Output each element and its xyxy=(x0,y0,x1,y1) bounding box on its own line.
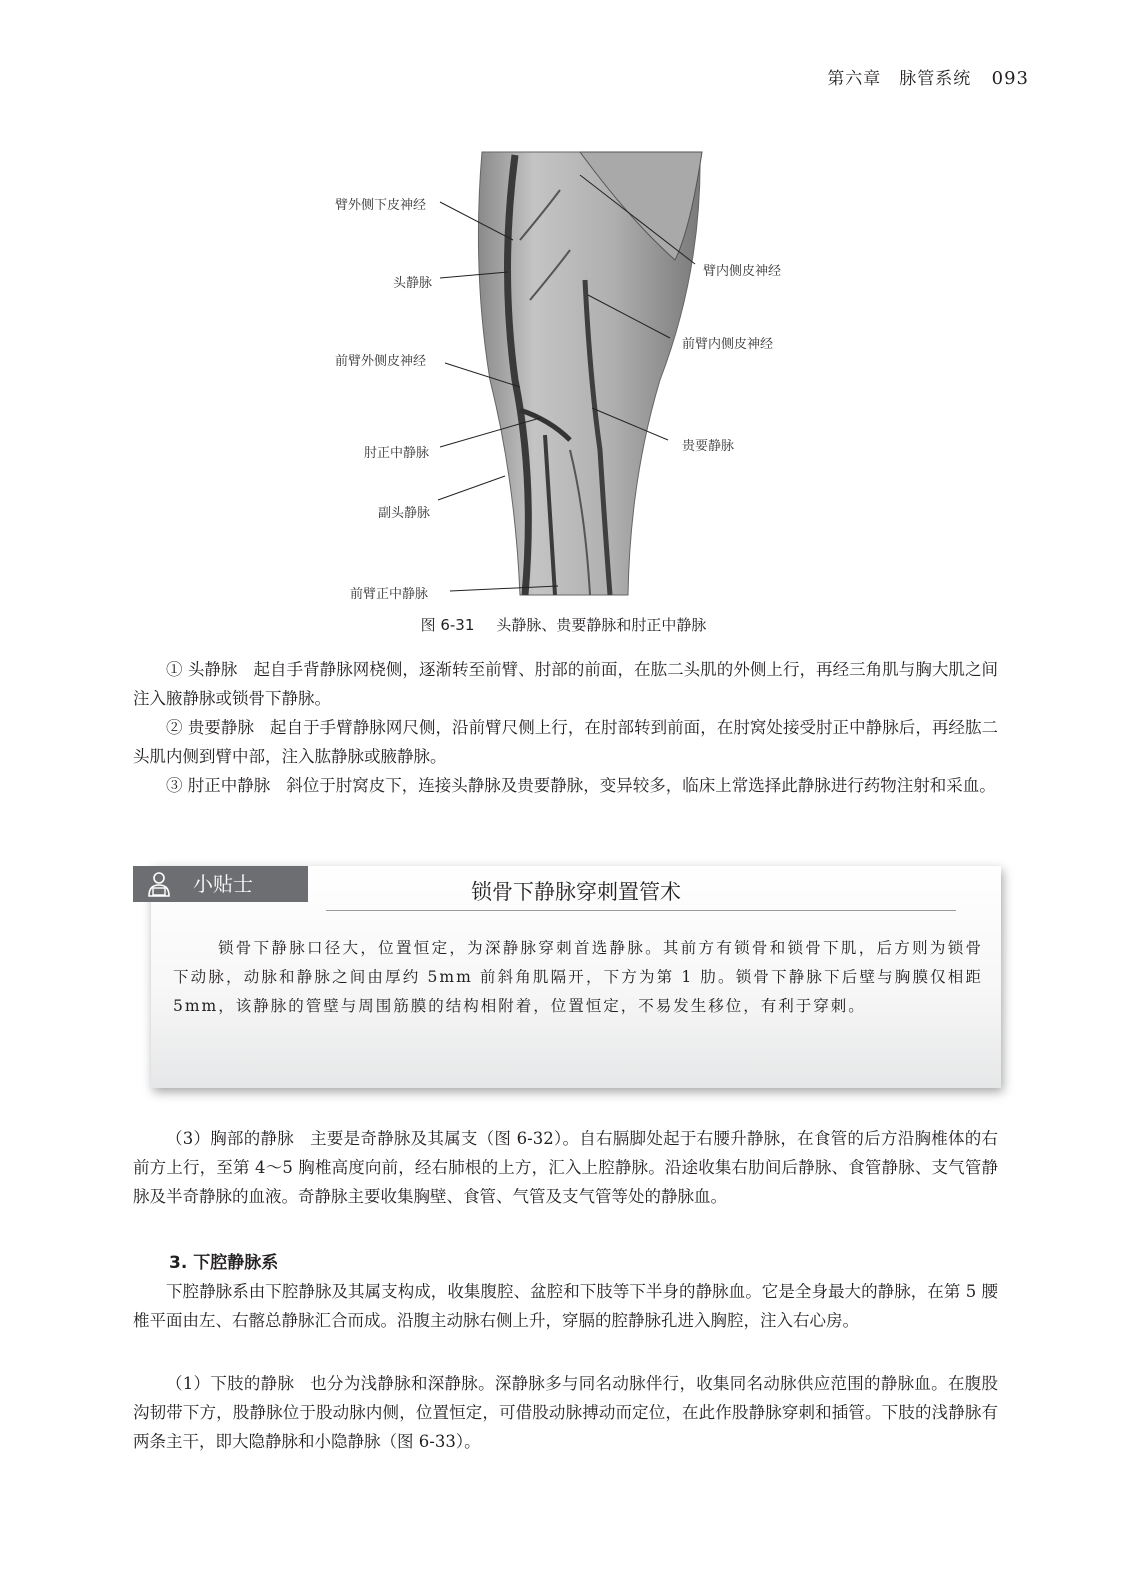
tip-body: 锁骨下静脉口径大，位置恒定，为深静脉穿刺首选静脉。其前方有锁骨和锁骨下肌，后方则为锁骨下动脉，动脉和静脉之间由厚约 5mm 前斜角肌隔开，下方为第 1 肋。锁骨下静脉下后壁与胸膜仅相距 5mm，该静脉的管壁与周围筋膜的结构相附着，位置恒定，不易发生移位，有利于穿刺。 xyxy=(173,939,983,1015)
paragraph-thoracic-veins-text: 主要是奇静脉及其属支（图 6-32）。自右膈脚处起于右腰升静脉，在食管的后方沿胸椎体的右前方上行，至第 4～5 胸椎高度向前，经右肺根的上方，汇入上腔静脉。沿途收集右肋间后静脉、食管静脉、支气管静脉及半奇静脉的血液。奇静脉主要收集胸壁、食管、气管及支气管等处的静脉血。 xyxy=(133,1129,998,1206)
term-lower-limb-veins: （1）下肢的静脉 xyxy=(166,1374,295,1393)
fig-label-cephalic-vein: 头静脉 xyxy=(393,276,433,291)
paragraph-thoracic-veins xyxy=(133,1124,998,1211)
tip-tab-label: 小贴士 xyxy=(193,872,253,896)
tip-title: 锁骨下静脉穿刺置管术 xyxy=(471,880,681,904)
section-heading-ivc: 3. 下腔静脉系 xyxy=(169,1253,279,1273)
running-header xyxy=(827,64,1029,89)
figure-number: 图 6-31 xyxy=(420,616,475,634)
term-thoracic-veins: （3）胸部的静脉 xyxy=(166,1129,295,1148)
paragraph-median-cubital xyxy=(133,771,998,800)
forearm-vein-illustration xyxy=(330,150,800,610)
fig-label-median-antebrachial-vein: 前臂正中静脉 xyxy=(350,587,429,602)
tip-divider xyxy=(326,910,956,911)
forearm-drawing xyxy=(330,150,800,610)
figure-caption xyxy=(0,614,1127,635)
paragraph-basilic-text: 起自于手臂静脉网尺侧，沿前臂尺侧上行，在肘部转到前面，在肘窝处接受肘正中静脉后，再经肱二头肌内侧到臂中部，注入肱静脉或腋静脉。 xyxy=(133,718,999,766)
term-cephalic: ① 头静脉 xyxy=(166,660,238,679)
paragraph-median-cubital-text: 斜位于肘窝皮下，连接头静脉及贵要静脉，变异较多，临床上常选择此静脉进行药物注射和采血。 xyxy=(286,776,996,795)
fig-label-median-cubital-vein: 肘正中静脉 xyxy=(364,446,430,461)
fig-label-lateral-cutaneous-nerve: 臂外侧下皮神经 xyxy=(335,198,427,213)
paragraph-basilic xyxy=(133,713,998,771)
fig-label-basilic-vein: 贵要静脉 xyxy=(682,439,735,454)
fig-label-medial-antebrachial-nerve: 前臂内侧皮神经 xyxy=(682,337,774,352)
paragraph-lower-limb-veins-text: 也分为浅静脉和深静脉。深静脉多与同名动脉伴行，收集同名动脉供应范围的静脉血。在腹股沟韧带下方，股静脉位于股动脉内侧，位置恒定，可借股动脉搏动而定位，在此作股静脉穿刺和插管。下肢的浅静脉有两条主干，即大隐静脉和小隐静脉（图 6-33）。 xyxy=(133,1374,998,1451)
fig-label-lateral-antebrachial-nerve: 前臂外侧皮神经 xyxy=(335,354,427,369)
paragraph-ivc-intro: 下腔静脉系由下腔静脉及其属支构成，收集腹腔、盆腔和下肢等下半身的静脉血。它是全身最大的静脉，在第 5 腰椎平面由左、右髂总静脉汇合而成。沿腹主动脉右侧上升，穿膈的腔静脉孔进入胸腔，注入右心房。 xyxy=(133,1282,998,1330)
page-number: 093 xyxy=(991,68,1029,89)
term-basilic: ② 贵要静脉 xyxy=(166,718,255,737)
tip-box xyxy=(133,858,1003,1090)
figure-caption-text: 头静脉、贵要静脉和肘正中静脉 xyxy=(496,616,707,634)
reader-icon xyxy=(145,870,173,898)
fig-label-medial-brachial-nerve: 臂内侧皮神经 xyxy=(703,264,782,279)
paragraph-cephalic xyxy=(133,655,998,713)
paragraph-lower-limb-veins xyxy=(133,1369,998,1456)
term-median-cubital: ③ 肘正中静脉 xyxy=(166,776,271,795)
chapter-title: 第六章 脉管系统 xyxy=(827,69,972,89)
paragraph-cephalic-text: 起自手背静脉网桡侧，逐渐转至前臂、肘部的前面，在肱二头肌的外侧上行，再经三角肌与胸大肌之间注入腋静脉或锁骨下静脉。 xyxy=(133,660,999,708)
fig-label-accessory-cephalic-vein: 副头静脉 xyxy=(378,506,431,521)
tip-tab xyxy=(133,866,308,902)
